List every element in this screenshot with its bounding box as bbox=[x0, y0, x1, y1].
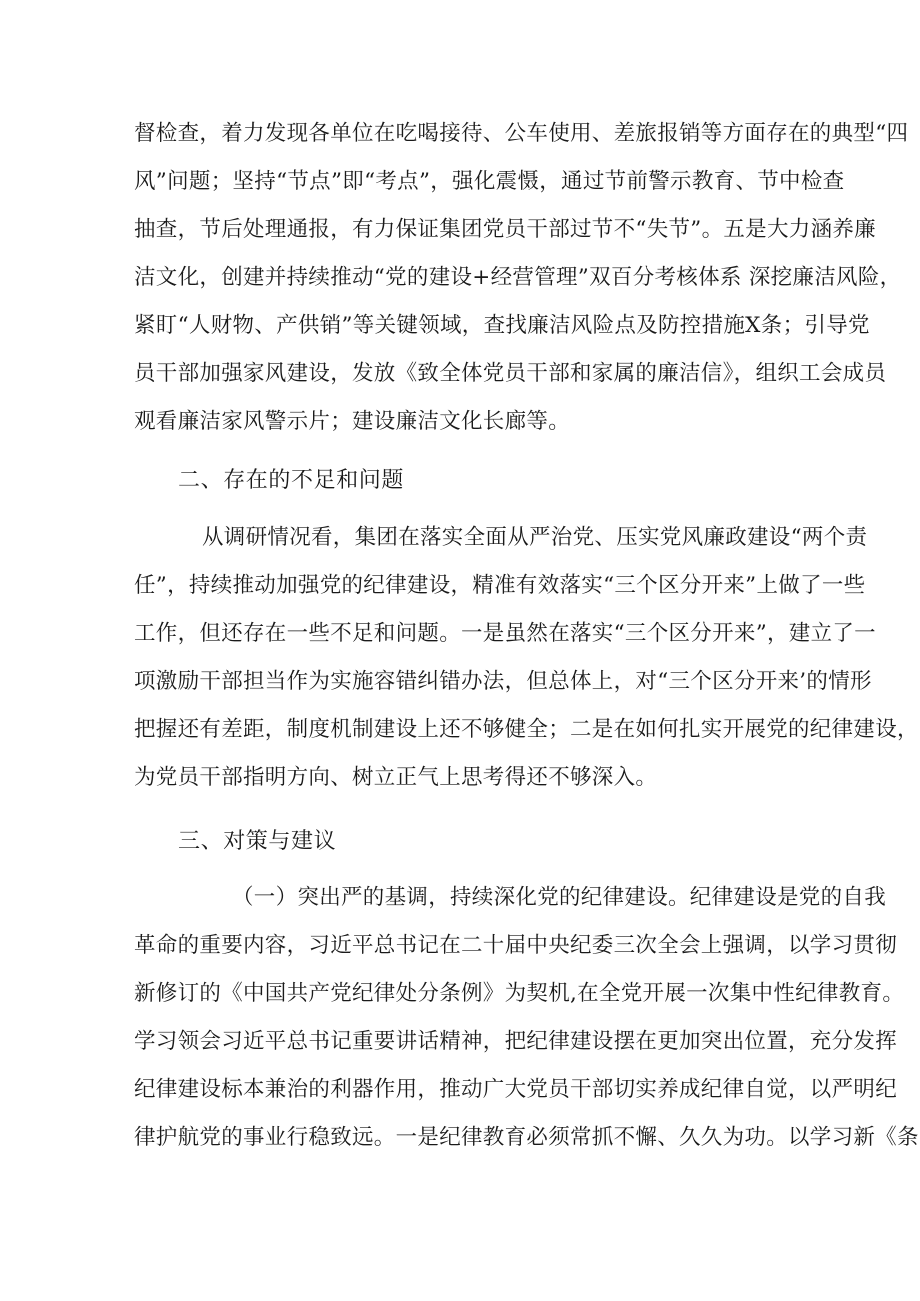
text-line: 项激励干部担当作为实施容错纠错办法，但总体上，对“三个区分开来’的情形 bbox=[134, 669, 872, 694]
text-line: 抽查，节后处理通报，有力保证集团党员干部过节不“失节”。五是大力涵养廉 bbox=[134, 217, 876, 242]
text-line: 观看廉洁家风警示片；建设廉洁文化长廊等。 bbox=[134, 409, 571, 434]
text-line: 风”问题；坚持“节点”即“考点”，强化震慑，通过节前警示教育、节中检查 bbox=[134, 169, 845, 194]
text-line: 洁文化，创建并持续推动“党的建设+经营管理”双百分考核体系 深挖廉洁风险， bbox=[134, 265, 902, 290]
text-line: 紧盯“人财物、产供销”等关键领域，查找廉洁风险点及防控措施Ⅹ条；引导党 bbox=[134, 313, 870, 338]
section-heading-problems: 二、存在的不足和问题 bbox=[178, 468, 405, 493]
text-line: 员干部加强家风建设，发放《致全体党员干部和家属的廉洁信》，组织工会成员 bbox=[134, 361, 887, 386]
text-line: （一）突出严的基调，持续深化党的纪律建设。纪律建设是党的自我 bbox=[232, 885, 887, 910]
text-line: 学习领会习近平总书记重要讲话精神，把纪律建设摆在更加突出位置，充分发挥 bbox=[134, 1029, 898, 1054]
text-line: 为党员干部指明方向、树立正气上思考得还不够深入。 bbox=[134, 765, 658, 790]
text-line: 任”，持续推动加强党的纪律建设，精准有效落实“三个区分开来”上做了一些 bbox=[134, 573, 866, 598]
text-line: 新修订的《中国共产党纪律处分条例》为契机,在全党开展一次集中性纪律教育。 bbox=[134, 981, 905, 1006]
text-line: 革命的重要内容，习近平总书记在二十届中央纪委三次全会上强调，以学习贯彻 bbox=[134, 933, 898, 958]
text-line: 把握还有差距，制度机制建设上还不够健全；二是在如何扎实开展党的纪律建设， bbox=[134, 717, 919, 742]
text-line: 督检查，着力发现各单位在吃喝接待、公车使用、差旅报销等方面存在的典型“四 bbox=[134, 121, 909, 146]
text-line: 律护航党的事业行稳致远。一是纪律教育必须常抓不懈、久久为功。以学习新《条 bbox=[134, 1125, 919, 1150]
text-line: 工作，但还存在一些不足和问题。一是虽然在落实“三个区分开来”，建立了一 bbox=[134, 621, 876, 646]
text-line: 纪律建设标本兼治的利器作用，推动广大党员干部切实养成纪律自觉，以严明纪 bbox=[134, 1077, 898, 1102]
section-heading-suggestions: 三、对策与建议 bbox=[178, 829, 337, 854]
text-line: 从调研情况看，集团在落实全面从严治党、压实党风廉政建设“两个责 bbox=[202, 525, 868, 550]
